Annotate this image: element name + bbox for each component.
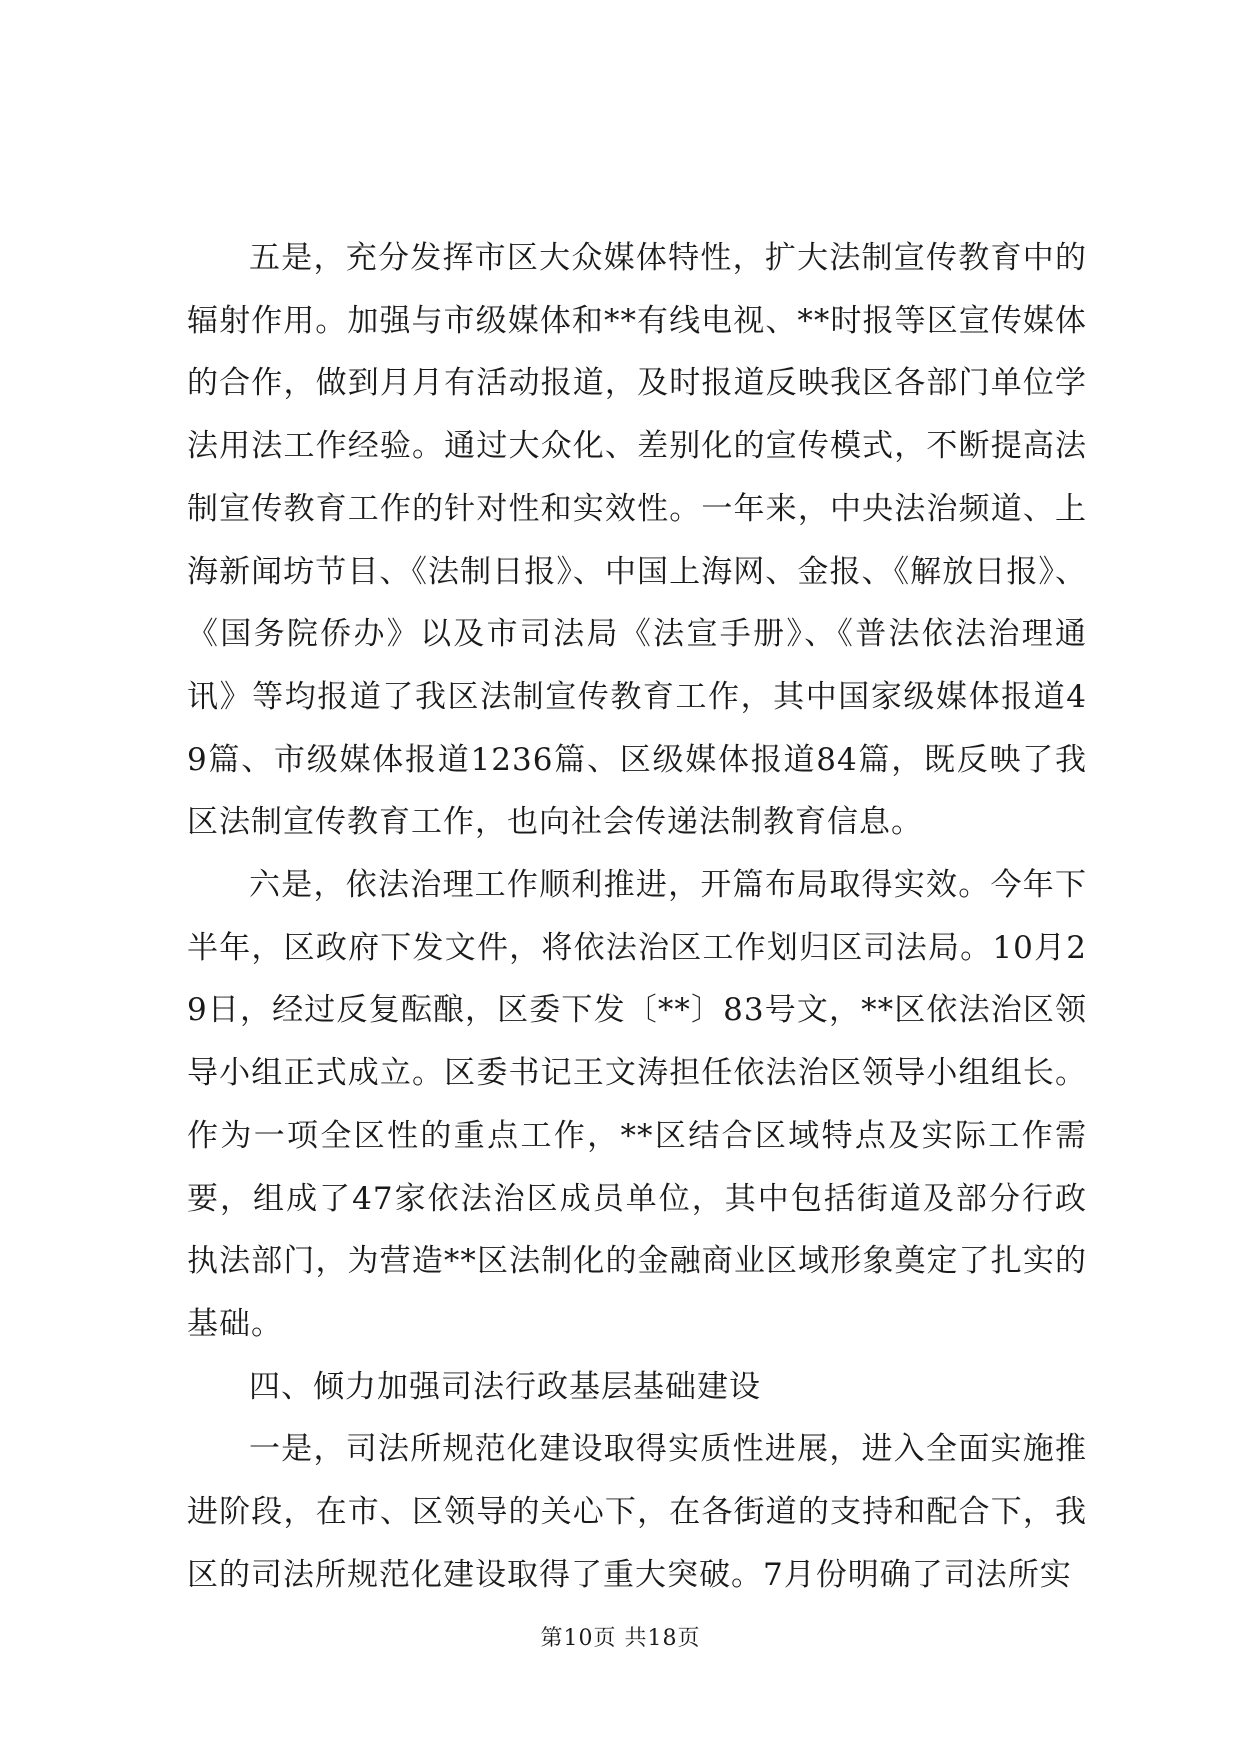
paragraph-judicial-office-construction: 一是，司法所规范化建设取得实质性进展，进入全面实施推进阶段，在市、区领导的关心下，在各街道的支持和配合下，我区的司法所规范化建设取得了重大突破。7月份明确了司法所实 [187, 1431, 1087, 1593]
paragraph-rule-of-law-governance: 六是，依法治理工作顺利推进，开篇布局取得实效。今年下半年，区政府下发文件，将依法治区工作划归区司法局。10月29日，经过反复酝酿，区委下发〔**〕83号文，**区依法治区领导小组正式成立。区委书记王文涛担任依法治区领导小组组长。作为一项全区性的重点工作，**区结合区域特点及实际工作需要，组成了47家依法治区成员单位，其中包括街道及部分行政执法部门，为营造**区法制化的金融商业区域形象奠定了扎实的基础。 [187, 867, 1087, 1342]
section-heading: 四、倾力加强司法行政基层基础建设 [249, 1368, 761, 1405]
paragraph-media-publicity: 五是，充分发挥市区大众媒体特性，扩大法制宣传教育中的辐射作用。加强与市级媒体和**有线电视、**时报等区宣传媒体的合作，做到月月有活动报道，及时报道反映我区各部门单位学法用法工作经验。通过大众化、差别化的宣传模式，不断提高法制宣传教育工作的针对性和实效性。一年来，中央法治频道、上海新闻坊节目、《法制日报》、中国上海网、金报、《解放日报》、《国务院侨办》以及市司法局《法宣手册》、《普法依法治理通讯》等均报道了我区法制宣传教育工作，其中国家级媒体报道49篇、市级媒体报道1236篇、区级媒体报道84篇，既反映了我区法制宣传教育工作，也向社会传递法制教育信息。 [187, 240, 1087, 841]
page-footer: 第10页 共18页 [540, 1626, 701, 1651]
document-body [187, 227, 1087, 1606]
